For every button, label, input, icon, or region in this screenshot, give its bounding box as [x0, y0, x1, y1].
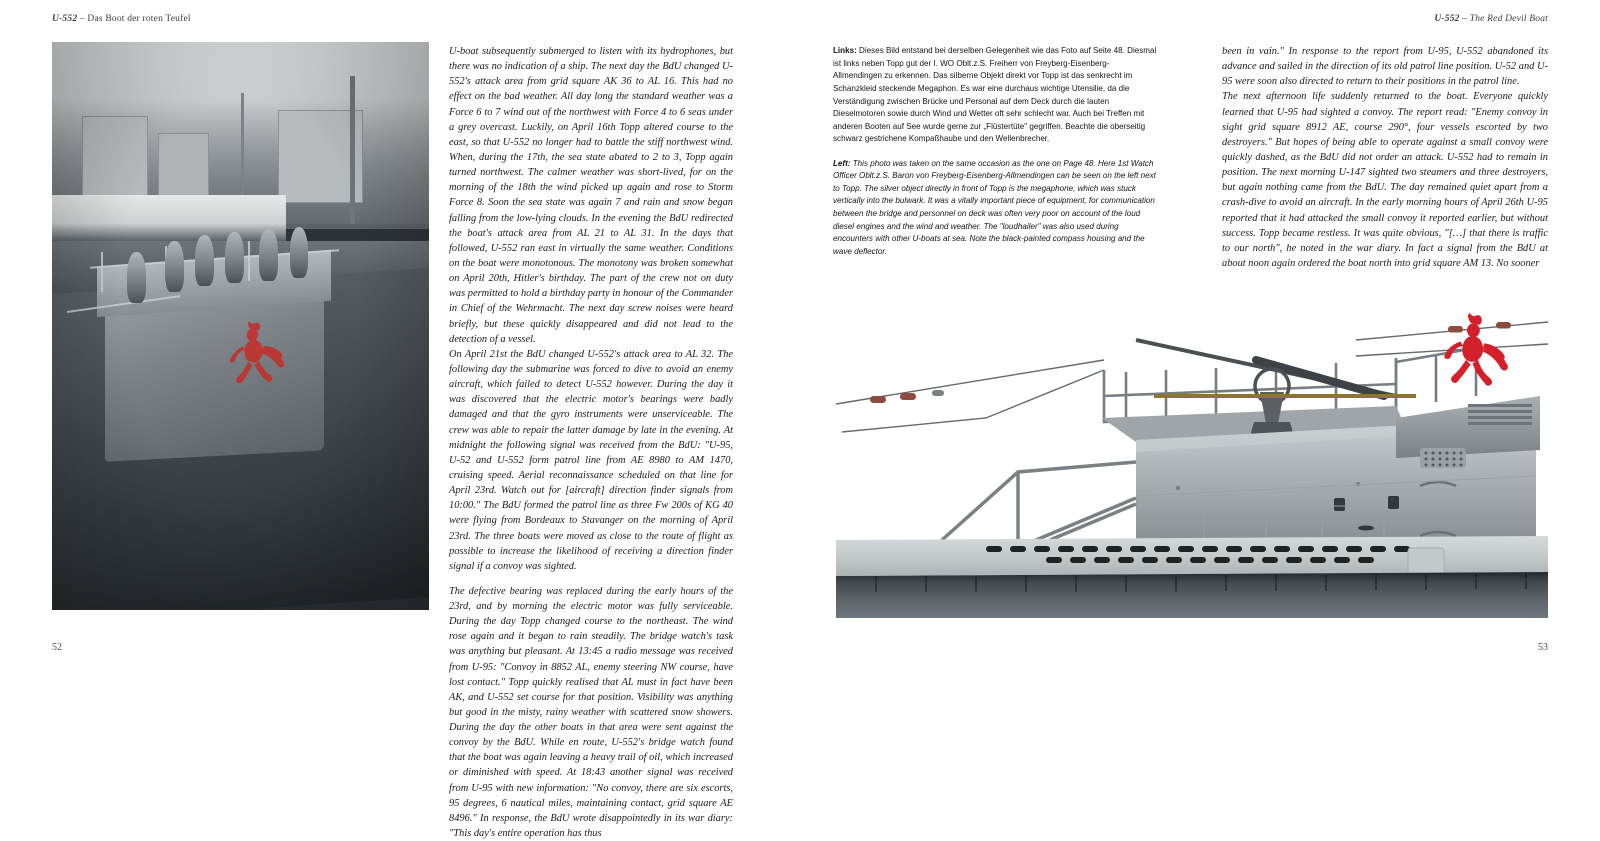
- photo-crew-member: [165, 241, 184, 292]
- running-head-left-title: Das Boot der roten Teufel: [87, 14, 191, 24]
- pressure-hull: [836, 572, 1548, 618]
- running-head-right-dash: –: [1459, 14, 1470, 24]
- photo-crew-member: [290, 227, 309, 278]
- photo-crew-member: [127, 252, 146, 303]
- running-head-left-dash: –: [77, 14, 88, 24]
- caption-english-lead: Left:: [833, 157, 851, 168]
- photo-railing-stanchion: [101, 252, 103, 292]
- photo-mast-pole: [350, 76, 355, 224]
- caption-german: [833, 44, 1156, 145]
- running-head-left: [52, 14, 191, 24]
- caption-english-text: This photo was taken on the same occasion as the one on Page 48. Here 1st Watch Officer Oblt.z.S. Baron von Freyberg-Eisenberg-Allmendingen can be seen on the left next to Topp. The silver object directly in front of Topp is the megaphone, which was stuck vertically into the bulwark. It was a vitally important piece of equipment, for communication between the bridge and personnel on deck was often very poor on account of the loud diesel engines and the wind and weather. The "loudhailer" was also used during encounters with other U-boats at sea. Note the black-painted compass housing and the wave deflector.: [833, 157, 1156, 256]
- caption-english: [833, 157, 1156, 258]
- caption-german-lead: Links:: [833, 45, 857, 55]
- photo-building-block: [158, 133, 209, 197]
- caption-german-text: Dieses Bild entstand bei derselben Gelegenheit wie das Foto auf Seite 48. Diesmal ist links neben Topp gut der I. WO Oblt.z.S. Freiherr von Freyberg-Eisenberg-Allmendingen zu erkennen. Das silberne Objekt direkt vor Topp ist das senkrecht im Schanzkleid steckende Megaphon. Es war eine durchaus wichtige Utensilie, da die Verständigung zwischen Brücke und Personal auf dem Deck durch die lauten Dieselmotoren sowie durch Wind und Wetter oft sehr schlecht war. Auch bei Treffen mit anderen Booten auf See wurde gerne zur „Flüstertüte" gegriffen. Beachte die oberseitig schwarz gestrichene Kompaßhaube und den Wellenbrecher.: [833, 45, 1157, 144]
- photo-crew-member: [259, 229, 278, 280]
- red-devil-emblem: [215, 316, 290, 404]
- photo-moored-ship: [52, 195, 286, 246]
- body-text-column-right: [1222, 44, 1548, 271]
- u-552-conning-tower-profile-artwork: [836, 300, 1548, 618]
- running-head-right-boat: U-552: [1434, 14, 1460, 24]
- running-head-right: [1434, 14, 1548, 24]
- body-paragraph: U-boat subsequently submerged to listen with its hydrophones, but there was no indication of a ship. The next day the BdU changed U-552's attack area from grid square AK 36 to AL 16. This had no effect on the bad weather. All day long the standard weather was a Force 6 to 7 wind out of the northwest with Force 4 to 6 seas under a grey overcast. Luckily, on April 16th Topp altered course to the east, so that U-552 no longer had to battle the stiff northwest wind. When, during the 17th, the sea state abated to 2 to 3, Topp again turned northwest. The calmer weather was short-lived, for on the morning of the 18th the wind picked up again and rose to Storm Force 8. Soon the sea state was again 7 and rain and snow began falling from the low-lying clouds. In the evening the BdU redirected the boat's attack area from AL 21 to AL 31. In the days that followed, U-552 ran east in virtually the same weather. Conditions on the boat were monotonous. The monotony was broken somewhat on April 20th, Hitler's birthday. The part of the crew not on duty was permitted to hold a birthday party in honour of the Commander in Chief of the Wehrmacht. The next day screw noises were heard briefly, but these quickly disappeared and did not lead to the detection of a vessel.: [449, 46, 733, 345]
- net-deflector-frame: [942, 462, 1136, 540]
- running-head-left-boat: U-552: [52, 14, 78, 24]
- page-number-left: 52: [52, 642, 62, 653]
- caption-column: [833, 44, 1156, 258]
- body-paragraph: been in vain." In response to the report from U-95, U-552 abandoned its advance and sailed in the direction of its old patrol line position. U-52 and U-95 were soon also directed to return to their positions in the patrol line.: [1222, 46, 1548, 88]
- tower-vent-panel: [1420, 448, 1466, 468]
- body-paragraph: The next afternoon life suddenly returned to the boat. Everyone quickly learned that U-95 had sighted a convoy. The report read: "Enemy convoy in sight grid square 8912 AE, course 290°, four vessels escorted by two destroyers." But hopes of being able to operate against a small convoy were quickly dashed, as the BdU did not order an attack. U-552 had to remain in position. The next morning U-147 sighted two steamers and three destroyers, but again nothing came from the BdU. The day remained quiet apart from a crash-dive to avoid an aircraft. In the early morning hours of April 26th U-95 reported that it had attacked the small convoy it reported earlier, but without success. Topp became restless. It was quite obvious, "[…] that there is traffic to our north", he noted in the war diary. In fact a signal from the BdU at about noon again ordered the boat north into grid square AM 13. No sooner: [1222, 91, 1548, 269]
- body-paragraph: The defective bearing was replaced during the early hours of the 23rd, and by morning the electric motor was fully serviceable. During the day Topp changed course to the northeast. The wind rose again and it began to rain steadily. The bridge watch's task was anything but pleasant. At 13:45 a radio message was received from U-95: "Convoy in 8852 AL, enemy steering NW course, have lost contact." Topp quickly realised that AL must in fact have been AK, and U-552 set course for that position. Visibility was anything but good in the misty, rainy weather with scattered snow showers. During the day the other boats in that area were sent against the convoy by the BdU. While en route, U-552's bridge watch found that the boat was again leaving a heavy trail of oil, which increased or diminished with speed. At 18:43 another signal was received from U-95 with new information: "No convoy, there are six escorts, 95 degrees, 6 nautical miles, maintaining contact, grid square AE 8496." In response, the BdU wrote disappointedly in its war diary: "This day's entire operation has thus: [449, 585, 733, 840]
- u-boat-crew-on-deck-photograph: [52, 42, 429, 610]
- body-paragraph: On April 21st the BdU changed U-552's attack area to AL 32. The following day the submarine was forced to dive to avoid an enemy aircraft, which failed to detect U-552 however. During the day it was discovered that the electric motor's bearings were badly damaged and that the gyro instruments were unserviceable. The crew was able to repair the latter damage by late in the evening. At midnight the following signal was received from the BdU: "U-95, U-52 and U-552 form patrol line from AE 8980 to AM 1470, cruising speed. Aerial reconnaissance scheduled on that line for April 23rd. Watch out for [aircraft] direction finder signals from 10:00." The BdU formed the patrol line as three Fw 200s of KG 40 were flying from Bordeaux to Stavanger on the morning of April 23rd. The three boats were moved as close to the route of flight as possible to increase the likelihood of receiving a direction finder signal if a convoy was sighted.: [449, 348, 733, 572]
- page-number-right: 53: [1538, 642, 1548, 653]
- photo-building-block: [82, 116, 148, 198]
- body-text-column-left: [449, 44, 733, 840]
- photo-railing-stanchion: [248, 241, 250, 281]
- photo-mast-pole: [241, 93, 245, 207]
- photo-crew-member: [225, 232, 244, 283]
- illustration-credit: © by Juanita Franzi: [1471, 575, 1540, 584]
- photo-crew-member: [195, 235, 214, 286]
- running-head-right-title: The Red Devil Boat: [1469, 14, 1548, 24]
- brass-handrail: [1154, 394, 1416, 398]
